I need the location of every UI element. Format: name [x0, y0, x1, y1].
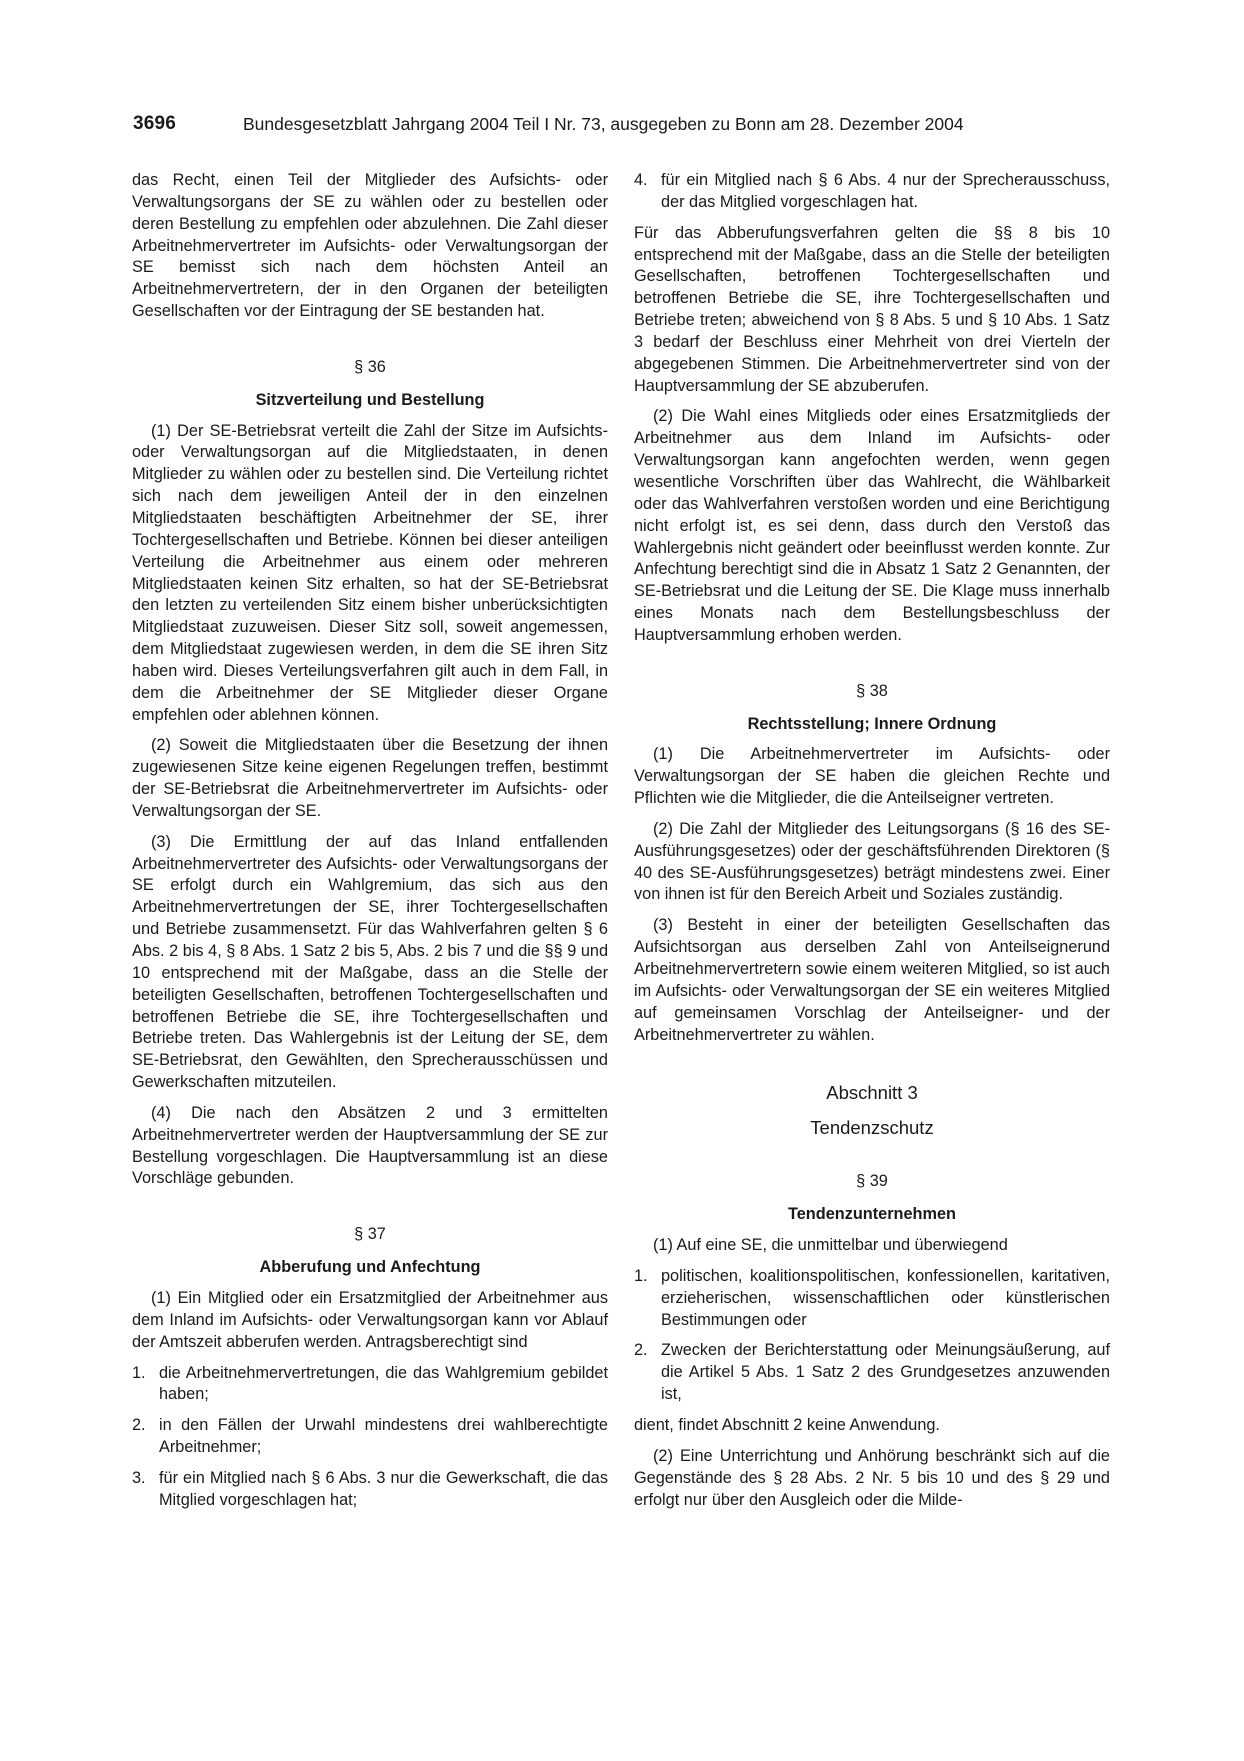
s39-paragraph-2: (2) Eine Unterrichtung und Anhörung beschränkt sich auf die Gegenstände des § 28 Abs. 2 Nr. 5 bis 10 und des § 29 und erfolgt nur über den Ausgleich oder die Milde- [634, 1446, 1110, 1509]
list-item-text: für ein Mitglied nach § 6 Abs. 4 nur der Sprecherausschuss, der das Mitglied vorgeschlagen hat. [661, 171, 1110, 211]
list-item [132, 1363, 608, 1407]
list-item-text: für ein Mitglied nach § 6 Abs. 3 nur die Gewerkschaft, die das Mitglied vorgeschlagen hat; [159, 1468, 608, 1509]
s37-abberufung-paragraph: Für das Abberufungsverfahren gelten die §§ 8 bis 10 entsprechend mit der Maßgabe, dass an die Stelle der beteiligten Gesellschaften, betroffenen Tochtergesellschaften und betroffenen Betriebe die SE, ihre Tochtergesellschaften und Betriebe treten; abweichend von § 8 Abs. 5 und § 10 Abs. 1 Satz 3 bedarf der Beschluss einer Mehrheit von drei Vierteln der abgegebenen Stimmen. Die Arbeitnehmervertreter sind von der Hauptversammlung der SE abzuberufen. [634, 223, 1110, 395]
s36-paragraph-1: (1) Der SE-Betriebsrat verteilt die Zahl der Sitze im Aufsichts- oder Verwaltungsorgan auf die Mitgliedstaaten, in denen Mitglieder zu wählen oder zu bestellen sind. Die Verteilung richtet sich nach dem jeweiligen Anteil der in den einzelnen Mitgliedstaaten beschäftigten Arbeitnehmer der SE, ihrer Tochtergesellschaften und Betriebe. Können bei dieser anteiligen Verteilung die Arbeitnehmer aus einem oder mehreren Mitgliedstaaten keinen Sitz erhalten, so hat der SE-Betriebsrat den letzten zu verteilenden Sitz einem bisher unberücksichtigten Mitgliedstaat zuzuweisen. Dieser Sitz soll, soweit angemessen, dem Mitgliedstaat zugewiesen werden, in dem die SE ihren Sitz haben wird. Dieses Verteilungsverfahren gilt auch in dem Fall, in dem die Arbeitnehmer der SE Mitglieder dieser Organe empfehlen oder ablehnen können. [132, 421, 608, 724]
list-item-number: 2. [634, 1341, 648, 1360]
section-title-38: Rechtsstellung; Innere Ordnung [747, 714, 997, 733]
left-column [132, 170, 608, 1521]
list-item [132, 1468, 608, 1512]
section-number-36: § 36 [354, 357, 386, 376]
list-item [634, 170, 1110, 214]
list-item-number: 3. [132, 1468, 146, 1487]
s39-dient-paragraph: dient, findet Abschnitt 2 keine Anwendung. [634, 1415, 940, 1434]
list-item-number: 4. [634, 171, 648, 189]
list-item [634, 1340, 1110, 1406]
intro-paragraph: das Recht, einen Teil der Mitglieder des Aufsichts- oder Verwaltungsorgans der SE zu wählen oder zu bestellen oder deren Bestellung zu empfehlen oder abzulehnen. Die Zahl dieser Arbeitnehmervertreter im Aufsichts- oder Verwaltungsorgan der SE bemisst sich nach dem höchsten Anteil an Arbeitnehmervertretern, der in den Organen der beteiligten Gesellschaften vor der Eintragung der SE bestanden hat. [132, 171, 608, 321]
s36-paragraph-2: (2) Soweit die Mitgliedstaaten über die Besetzung der ihnen zugewiesenen Sitze keine eigenen Regelungen treffen, bestimmt der SE-Betriebsrat die Arbeitnehmervertreter im Aufsichts- oder Verwaltungsorgan der SE. [132, 736, 608, 820]
s38-paragraph-1: (1) Die Arbeitnehmervertreter im Aufsichts- oder Verwaltungsorgan der SE haben die gleichen Rechte und Pflichten wie die Mitglieder, die die Anteilseigner vertreten. [634, 745, 1110, 808]
section-number-39: § 39 [856, 1172, 888, 1191]
s38-paragraph-3: (3) Besteht in einer der beteiligten Gesellschaften das Aufsichtsorgan aus derselben Zahl von Anteilseignerund Arbeitnehmervertretern sowie einem weiteren Mitglied, so ist auch im Aufsichts- oder Verwaltungsorgan der SE ein weiteres Mitglied auf gemeinsamen Vorschlag der Anteilseigner- und der Arbeitnehmervertreter zu wählen. [634, 916, 1110, 1044]
chapter-title: Tendenzschutz [810, 1117, 934, 1139]
s36-paragraph-4: (4) Die nach den Absätzen 2 und 3 ermittelten Arbeitnehmervertreter werden der Hauptversammlung der SE zur Bestellung vorgeschlagen. Die Hauptversammlung ist an diese Vorschläge gebunden. [132, 1103, 608, 1188]
list-item-number: 2. [132, 1416, 146, 1435]
list-item-text: politischen, koalitionspolitischen, konfessionellen, karitativen, erzieherischen, wissenschaftlichen oder künstlerischen Bestimmungen oder [661, 1266, 1110, 1329]
list-item [132, 1415, 608, 1459]
s38-paragraph-2: (2) Die Zahl der Mitglieder des Leitungsorgans (§ 16 des SE-Ausführungsgesetzes) oder der geschäftsführenden Direktoren (§ 40 des SE-Ausführungsgesetzes) beträgt mindestens zwei. Einer von ihnen ist für den Bereich Arbeit und Soziales zuständig. [634, 819, 1110, 904]
list-item-number: 1. [634, 1266, 648, 1285]
section-number-37: § 37 [354, 1225, 386, 1244]
page-header [133, 113, 1113, 143]
running-head: Bundesgesetzblatt Jahrgang 2004 Teil I Nr. 73, ausgegeben zu Bonn am 28. Dezember 2004 [243, 114, 964, 134]
section-title-36: Sitzverteilung und Bestellung [255, 390, 485, 409]
s39-paragraph-1: (1) Auf eine SE, die unmittelbar und überwiegend [653, 1236, 1008, 1255]
section-title-37: Abberufung und Anfechtung [259, 1258, 481, 1277]
list-item-text: Zwecken der Berichterstattung oder Meinungsäußerung, auf die Artikel 5 Abs. 1 Satz 2 des Grundgesetzes anzuwenden ist, [661, 1341, 1110, 1404]
list-item-text: die Arbeitnehmervertretungen, die das Wahlgremium gebildet haben; [159, 1363, 608, 1404]
right-column [634, 170, 1110, 1520]
s37-paragraph-1: (1) Ein Mitglied oder ein Ersatzmitglied der Arbeitnehmer aus dem Inland im Aufsichts- oder Verwaltungsorgan kann vor Ablauf der Amtszeit abberufen werden. Antragsberechtigt sind [132, 1288, 608, 1351]
page-number: 3696 [133, 113, 177, 134]
list-item-number: 1. [132, 1363, 146, 1382]
list-item [634, 1266, 1110, 1332]
section-title-39: Tendenzunternehmen [788, 1205, 956, 1224]
s37-paragraph-2: (2) Die Wahl eines Mitglieds oder eines Ersatzmitglieds der Arbeitnehmer aus dem Inland im Aufsichts- oder Verwaltungsorgan kann angefochten werden, wenn gegen wesentliche Vorschriften über das Wahlrecht, die Wählbarkeit oder das Wahlverfahren verstoßen worden und eine Berichtigung nicht erfolgt ist, es sei denn, dass durch den Verstoß das Wahlergebnis nicht geändert oder beeinflusst werden konnte. Zur Anfechtung berechtigt sind die in Absatz 1 Satz 2 Genannten, der SE-Betriebsrat und die Leitung der SE. Die Klage muss innerhalb eines Monats nach dem Bestellungsbeschluss der Hauptversammlung erhoben werden. [634, 407, 1110, 644]
list-item-text: in den Fällen der Urwahl mindestens drei wahlberechtigte Arbeitnehmer; [159, 1416, 608, 1457]
chapter-label: Abschnitt 3 [826, 1082, 918, 1104]
section-number-38: § 38 [856, 681, 888, 700]
s36-paragraph-3: (3) Die Ermittlung der auf das Inland entfallenden Arbeitnehmervertreter des Aufsichts- oder Verwaltungsorgans der SE erfolgt durch ein Wahlgremium, das sich aus den Arbeitnehmervertretungen der SE, ihrer Tochtergesellschaften und Betriebe zusammensetzt. Für das Wahlverfahren gelten § 6 Abs. 2 bis 4, § 8 Abs. 1 Satz 2 bis 5, Abs. 2 bis 7 und die §§ 9 und 10 entsprechend mit der Maßgabe, dass an die Stelle der beteiligten Gesellschaften, betroffenen Tochtergesellschaften und betroffenen Betriebe die SE, ihre Tochtergesellschaften und Betriebe treten. Das Wahlergebnis ist der Leitung der SE, dem SE-Betriebsrat, den Gewählten, den Sprecherausschüssen und Gewerkschaften mitzuteilen. [132, 832, 608, 1092]
